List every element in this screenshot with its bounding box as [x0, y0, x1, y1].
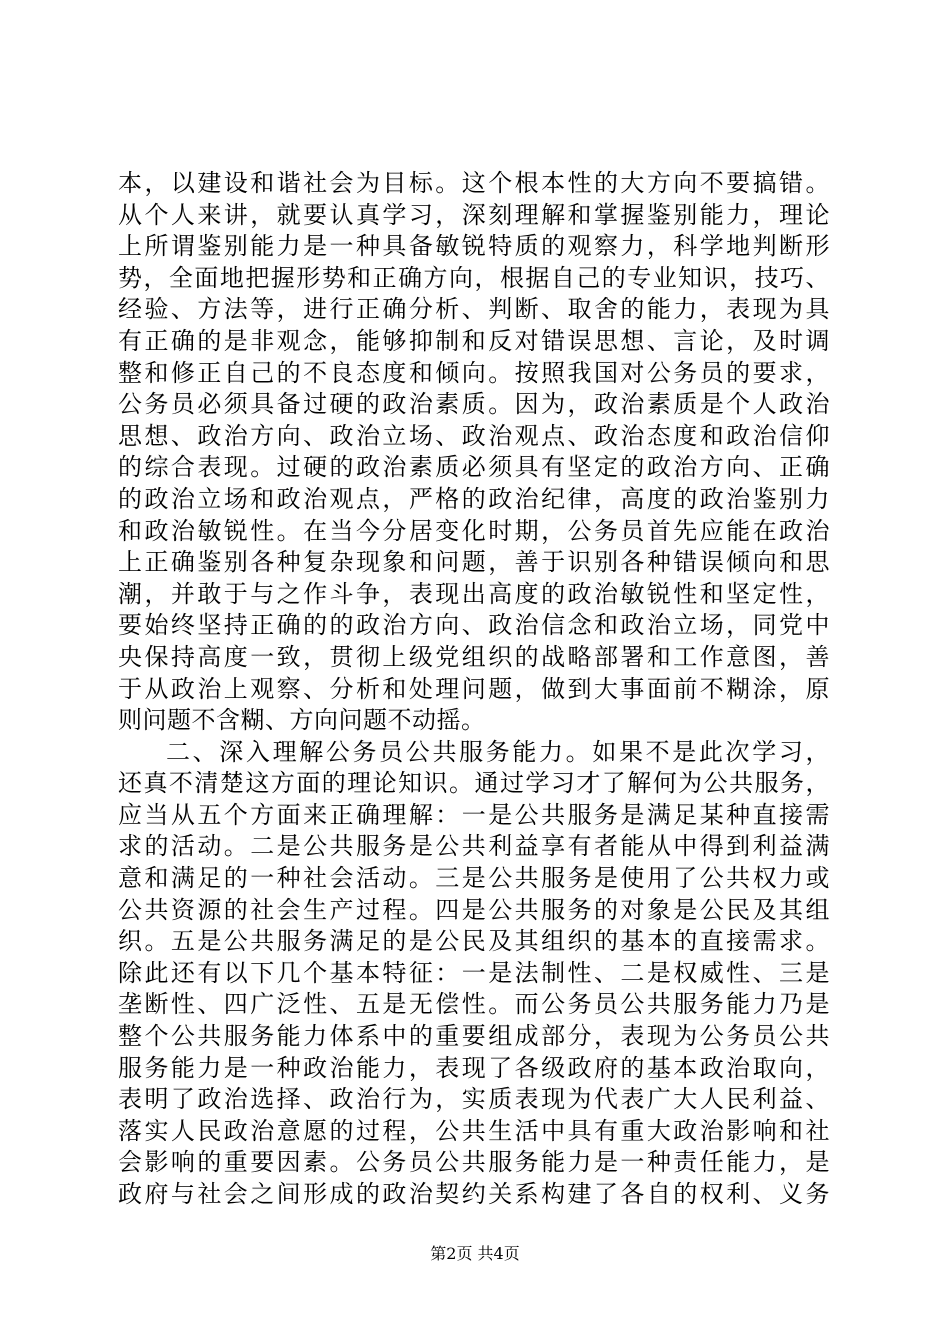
text-line: 的政治立场和政治观点，严格的政治纪律，高度的政治鉴别力 — [118, 484, 830, 513]
text-line: 有正确的是非观念，能够抑制和反对错误思想、言论，及时调 — [118, 326, 830, 355]
text-line: 求的活动。二是公共服务是公共利益享有者能从中得到利益满 — [118, 832, 830, 861]
text-line: 落实人民政治意愿的过程，公共生活中具有重大政治影响和社 — [118, 1116, 830, 1145]
document-body — [118, 168, 830, 1211]
text-line: 政府与社会之间形成的政治契约关系构建了各自的权利、义务 — [118, 1180, 830, 1208]
text-line: 上所谓鉴别能力是一种具备敏锐特质的观察力，科学地判断形 — [118, 232, 830, 261]
text-line: 意和满足的一种社会活动。三是公共服务是使用了公共权力或 — [118, 864, 830, 893]
text-line: 公共资源的社会生产过程。四是公共服务的对象是公民及其组 — [118, 895, 830, 924]
text-line: 央保持高度一致，贯彻上级党组织的战略部署和工作意图，善 — [118, 642, 830, 671]
text-line: 于从政治上观察、分析和处理问题，做到大事面前不糊涂，原 — [118, 674, 830, 703]
text-line: 的综合表现。过硬的政治素质必须具有坚定的政治方向、正确 — [118, 453, 830, 482]
text-line: 公务员必须具备过硬的政治素质。因为，政治素质是个人政治 — [118, 390, 830, 419]
text-line: 织。五是公共服务满足的是公民及其组织的基本的直接需求。 — [118, 927, 830, 956]
text-line: 还真不清楚这方面的理论知识。通过学习才了解何为公共服务， — [118, 769, 830, 798]
section-heading-line: 二、深入理解公务员公共服务能力。如果不是此次学习， — [166, 737, 830, 766]
page-number-footer: 第2页 共4页 — [430, 1244, 520, 1263]
text-line: 表明了政治选择、政治行为，实质表现为代表广大人民利益、 — [118, 1085, 830, 1114]
text-line: 和政治敏锐性。在当今分居变化时期，公务员首先应能在政治 — [118, 516, 830, 545]
text-line: 从个人来讲，就要认真学习，深刻理解和掌握鉴别能力，理论 — [118, 200, 830, 229]
text-line: 思想、政治方向、政治立场、政治观点、政治态度和政治信仰 — [118, 421, 830, 450]
text-line: 垄断性、四广泛性、五是无偿性。而公务员公共服务能力乃是 — [118, 990, 830, 1019]
text-line: 整和修正自己的不良态度和倾向。按照我国对公务员的要求， — [118, 358, 830, 387]
text-line: 除此还有以下几个基本特征：一是法制性、二是权威性、三是 — [118, 958, 830, 987]
text-line: 会影响的重要因素。公务员公共服务能力是一种责任能力，是 — [118, 1148, 830, 1177]
text-line: 要始终坚持正确的的政治方向、政治信念和政治立场，同党中 — [118, 611, 830, 640]
text-line: 潮，并敢于与之作斗争，表现出高度的政治敏锐性和坚定性， — [118, 579, 830, 608]
text-line: 服务能力是一种政治能力，表现了各级政府的基本政治取向， — [118, 1053, 830, 1082]
text-line: 整个公共服务能力体系中的重要组成部分，表现为公务员公共 — [118, 1022, 830, 1051]
text-line: 经验、方法等，进行正确分析、判断、取舍的能力，表现为具 — [118, 295, 830, 324]
paragraph-end-line: 则问题不含糊、方向问题不动摇。 — [118, 706, 486, 735]
text-line: 应当从五个方面来正确理解：一是公共服务是满足某种直接需 — [118, 800, 830, 829]
text-line: 上正确鉴别各种复杂现象和问题，善于识别各种错误倾向和思 — [118, 548, 830, 577]
text-line: 势，全面地把握形势和正确方向，根据自己的专业知识，技巧、 — [118, 263, 830, 292]
text-line: 本，以建设和谐社会为目标。这个根本性的大方向不要搞错。 — [118, 169, 830, 197]
